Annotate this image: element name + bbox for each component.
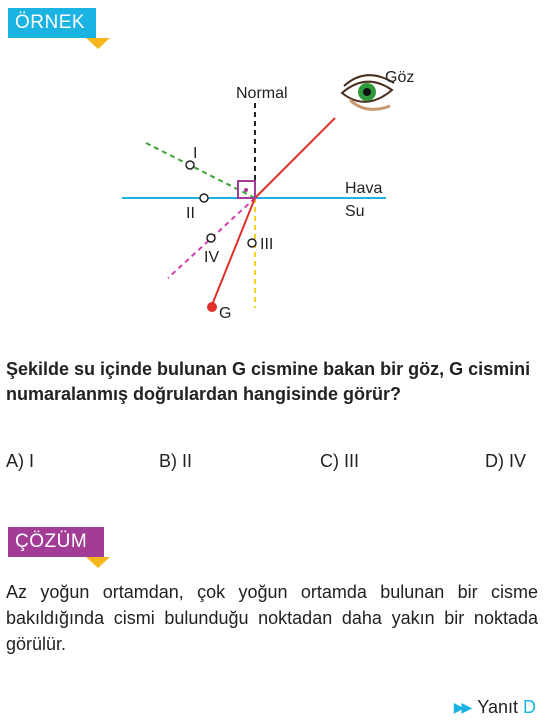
question-text: Şekilde su içinde bulunan G cismine bakan bir göz, G cismini numaralanmış doğrulardan hangisinde görür? bbox=[6, 359, 531, 404]
option-d[interactable]: D) IV bbox=[485, 451, 527, 471]
answer-label: Yanıt bbox=[477, 697, 518, 717]
normal-label: Normal bbox=[236, 85, 288, 102]
object-G-dot bbox=[207, 302, 217, 312]
refraction-diagram bbox=[0, 60, 545, 330]
ray-III-label: III bbox=[260, 236, 274, 253]
point-III-marker bbox=[248, 239, 256, 247]
answer-line bbox=[454, 697, 536, 718]
ornek-tag: ÖRNEK bbox=[8, 8, 96, 38]
option-b[interactable]: B) II bbox=[159, 451, 193, 471]
point-I-marker bbox=[186, 161, 194, 169]
point-II-marker bbox=[200, 194, 208, 202]
ray-I-label: I bbox=[193, 145, 198, 162]
ray-II-label: II bbox=[186, 205, 195, 222]
double-arrow-icon: ▶▶ bbox=[453, 699, 470, 715]
answer-value: D bbox=[523, 697, 536, 717]
object-G-label: G bbox=[219, 305, 232, 322]
ornek-tag-tail bbox=[86, 38, 110, 49]
cozum-tag-tail bbox=[86, 557, 110, 568]
incident-ray bbox=[255, 118, 335, 198]
air-label: Hava bbox=[345, 180, 383, 197]
point-IV-marker bbox=[207, 234, 215, 242]
answer-options bbox=[6, 451, 536, 475]
angle-dot bbox=[244, 188, 248, 192]
option-a[interactable]: A) I bbox=[6, 451, 35, 471]
ray-IV-label: IV bbox=[204, 249, 220, 266]
solution-text: Az yoğun ortamdan, çok yoğun ortamda bulunan bir cisme bakıldığında cismi bulunduğu noktadan daha yakın bir noktada görülür. bbox=[6, 582, 538, 654]
eye-label: Göz bbox=[385, 69, 415, 86]
option-c[interactable]: C) III bbox=[320, 451, 359, 471]
cozum-tag: ÇÖZÜM bbox=[8, 527, 104, 557]
water-label: Su bbox=[345, 203, 365, 220]
